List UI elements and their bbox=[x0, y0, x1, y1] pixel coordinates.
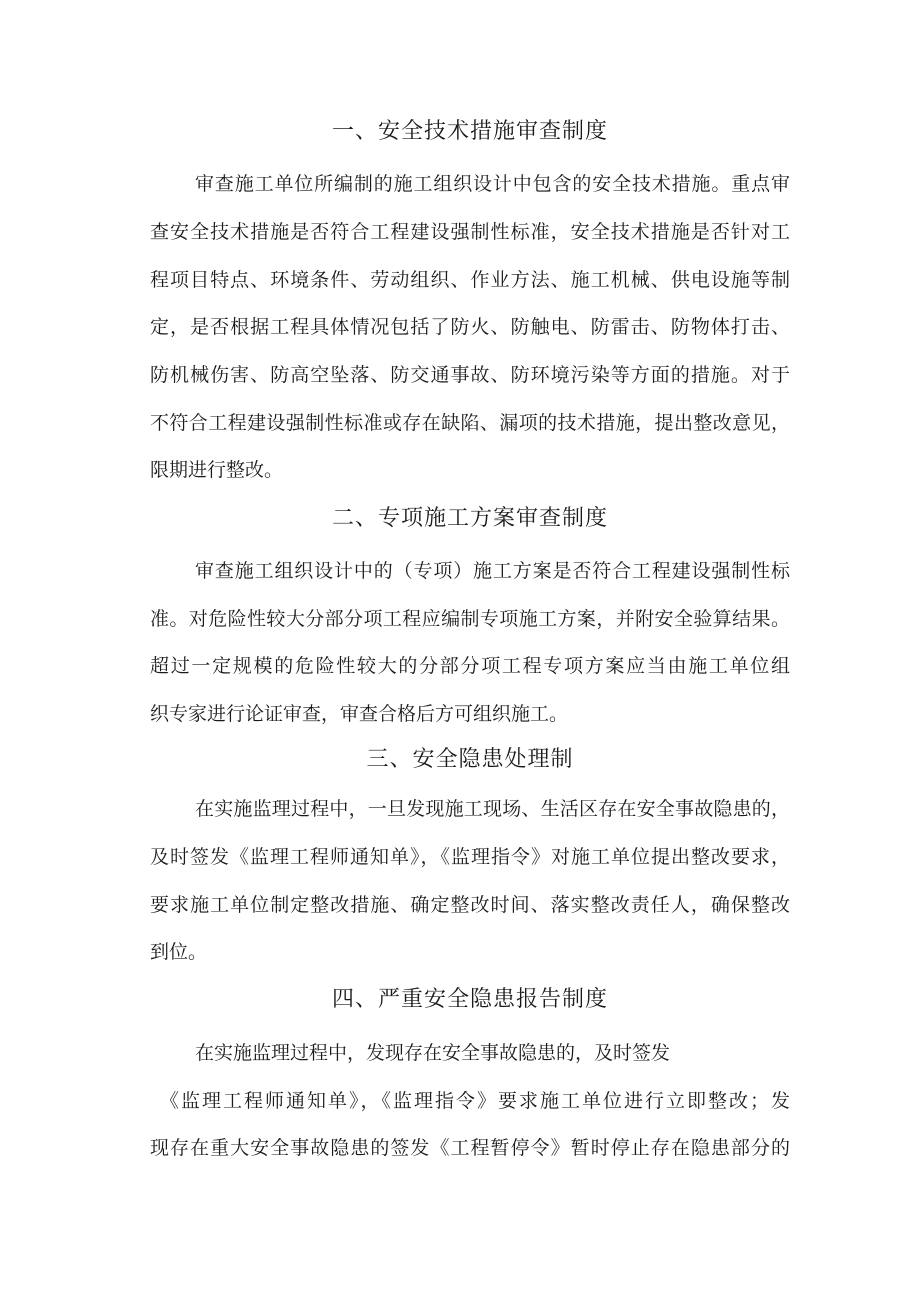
section1-heading: 一、安全技术措施审查制度 bbox=[331, 119, 608, 144]
section1-line: 审查施工单位所编制的施工组织设计中包含的安全技术措施。重点审 bbox=[195, 173, 790, 195]
section2-heading: 二、专项施工方案审查制度 bbox=[331, 506, 608, 531]
section3-line: 及时签发《监理工程师通知单》，《监理指令》对施工单位提出整改要求， bbox=[150, 846, 790, 868]
section3-heading: 三、安全隐患处理制 bbox=[366, 747, 574, 772]
section1-line: 限期进行整改。 bbox=[150, 459, 284, 481]
section4-line: 在实施监理过程中，发现存在安全事故隐患的，及时签发 bbox=[195, 1042, 671, 1064]
section4-line: 现存在重大安全事故隐患的签发《工程暂停令》暂时停止存在隐患部分的 bbox=[150, 1137, 790, 1159]
section2-line: 织专家进行论证审查，审查合格后方可组织施工。 bbox=[150, 703, 569, 725]
section3-line: 要求施工单位制定整改措施、确定整改时间、落实整改责任人，确保整改 bbox=[150, 894, 790, 916]
section4-heading: 四、严重安全隐患报告制度 bbox=[331, 987, 608, 1012]
section2-line: 审查施工组织设计中的（专项）施工方案是否符合工程建设强制性标 bbox=[195, 560, 790, 582]
section3-line: 在实施监理过程中，一旦发现施工现场、生活区存在安全事故隐患的， bbox=[195, 798, 790, 820]
section1-line: 防机械伤害、防高空坠落、防交通事故、防环境污染等方面的措施。对于 bbox=[150, 364, 790, 386]
section1-line: 定，是否根据工程具体情况包括了防火、防触电、防雷击、防物体打击、 bbox=[150, 316, 790, 338]
section2-line: 超过一定规模的危险性较大的分部分项工程专项方案应当由施工单位组 bbox=[150, 655, 790, 677]
section4-line: 《监理工程师通知单》，《监理指令》要求施工单位进行立即整改；发 bbox=[160, 1090, 790, 1112]
section3-line: 到位。 bbox=[150, 941, 208, 963]
section2-line: 准。对危险性较大分部分项工程应编制专项施工方案，并附安全验算结果。 bbox=[150, 608, 790, 630]
section1-line: 查安全技术措施是否符合工程建设强制性标准，安全技术措施是否针对工 bbox=[150, 221, 790, 243]
section1-line: 不符合工程建设强制性标准或存在缺陷、漏项的技术措施，提出整改意见， bbox=[150, 412, 790, 434]
section1-line: 程项目特点、环境条件、劳动组织、作业方法、施工机械、供电设施等制 bbox=[150, 269, 790, 291]
